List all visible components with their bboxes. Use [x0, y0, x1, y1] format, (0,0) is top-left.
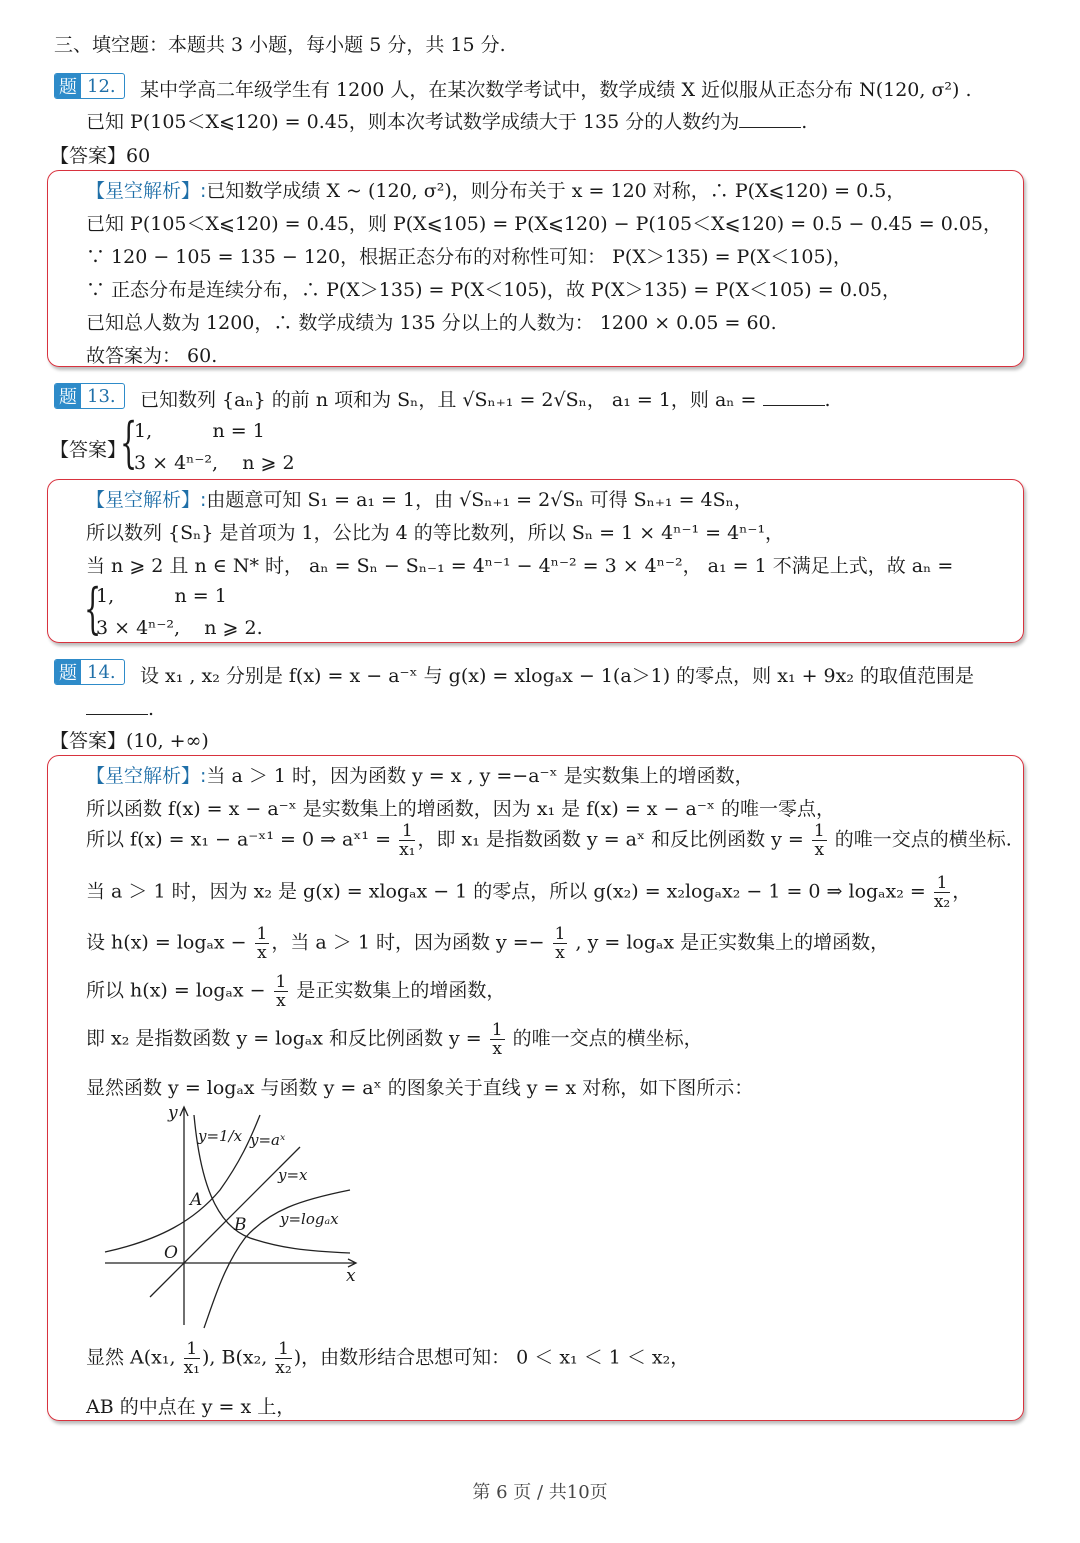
point-a-label: A: [190, 1190, 203, 1210]
q12-sol-line: 已知总人数为 1200，∴ 数学成绩为 135 分以上的人数为： 1200 × 0.05 = 60.: [86, 312, 777, 334]
frac-num: 1: [554, 924, 566, 944]
frac-num: 1: [275, 972, 287, 992]
question-tag-13: [54, 383, 125, 409]
tag-prefix: 题: [55, 660, 81, 684]
answer-value: 60: [126, 145, 151, 167]
fraction: [553, 925, 568, 962]
x-axis-label: x: [346, 1266, 356, 1286]
sol-text: 显然 A(x₁,: [86, 1346, 176, 1369]
frac-den: x: [276, 991, 286, 1011]
answer-blank: [739, 109, 801, 128]
sol-text: ，: [952, 880, 972, 903]
brace: {: [120, 411, 138, 474]
tag-prefix: 题: [55, 74, 81, 98]
fraction: [490, 1021, 505, 1058]
answer-blank: [763, 387, 825, 406]
frac-den: x₂: [933, 892, 951, 912]
question-number: 14.: [87, 661, 116, 683]
fraction: [275, 1340, 291, 1377]
q14-sol-line: [86, 822, 1012, 859]
frac-num: 1: [184, 1340, 200, 1359]
answer-label: 【答案】: [50, 145, 127, 167]
sol-text: 所以 f(x) = x₁ − a⁻ˣ¹ = 0 ⇒ aˣ¹ =: [86, 828, 392, 851]
q13-sol-line: 当 n ⩾ 2 且 n ∈ N* 时， aₙ = Sₙ − Sₙ₋₁ = 4ⁿ⁻¹ − 4ⁿ⁻² = 3 × 4ⁿ⁻²， a₁ = 1 不满足上式，故 aₙ =: [86, 555, 954, 577]
q12-line1: 某中学高二年级学生有 1200 人，在某次数学考试中，数学成绩 X 近似服从正态分布 N(120, σ²) .: [140, 79, 972, 101]
q14-sol-line: [86, 1021, 703, 1058]
sol-text: 即 x₂ 是指数函数 y = logₐx 和反比例函数 y =: [86, 1027, 482, 1050]
q14-sol-line: [86, 925, 889, 962]
sol-text: ), B(x₂,: [202, 1346, 268, 1369]
sol-text: 所以 h(x) = logₐx −: [86, 979, 266, 1002]
q12-line2: 已知 P(105＜X⩽120) = 0.45，则本次考试数学成绩大于 135 分的人数约为 .: [86, 111, 808, 133]
q13-sol-line: [86, 485, 753, 512]
q12-sol-line: [86, 176, 905, 203]
answer-label: 【答案】: [50, 439, 127, 461]
q13-line1-text: 已知数列 {aₙ} 的前 n 项和为 Sₙ，且 √Sₙ₊₁ = 2√Sₙ， a₁ = 1，则 aₙ =: [140, 389, 757, 411]
q14-sol-line: [86, 973, 505, 1010]
sol-text: ，即 x₁ 是指数函数 y = aˣ 和反比例函数 y =: [417, 828, 804, 851]
q12-sol-line: 故答案为： 60.: [86, 345, 218, 367]
page-footer: 第 6 页 / 共10页: [472, 1482, 608, 1503]
q14-sol-line: AB 的中点在 y = x 上，: [86, 1396, 296, 1418]
answer-label: 【答案】: [50, 730, 127, 752]
sol-text: 设 h(x) = logₐx −: [86, 931, 247, 954]
sol-text: ，当 a ＞ 1 时，因为函数 y =−: [271, 931, 545, 954]
q13-answer-case1: 1, n = 1: [134, 420, 265, 442]
frac-num: 1: [275, 1340, 291, 1359]
q12-sol-line: 已知 P(105＜X⩽120) = 0.45，则 P(X⩽105) = P(X⩽120) − P(105＜X⩽120) = 0.5 − 0.45 = 0.05，: [86, 213, 1003, 235]
sol-text: 的唯一交点的横坐标，: [512, 1027, 703, 1050]
sol-text: )，由数形结合思想可知： 0 ＜ x₁ ＜ 1 ＜ x₂，: [293, 1346, 690, 1369]
q12-sol-line: ∵ 正态分布是连续分布，∴ P(X＞135) = P(X＜105)，故 P(X＞135) = P(X＜105) = 0.05，: [86, 279, 902, 301]
answer-blank: [86, 696, 148, 715]
q13-line1: 已知数列 {aₙ} 的前 n 项和为 Sₙ，且 √Sₙ₊₁ = 2√Sₙ， a₁ = 1，则 aₙ = .: [140, 389, 831, 411]
frac-num: 1: [491, 1020, 503, 1040]
question-tag-12: [54, 73, 125, 99]
q12-sol-line: ∵ 120 − 105 = 135 − 120，根据正态分布的对称性可知： P(X＞135) = P(X＜105)，: [86, 246, 852, 268]
brace: {: [84, 577, 102, 640]
frac-den: x₁: [183, 1358, 200, 1378]
frac-den: x: [257, 943, 267, 963]
point-b-label: B: [234, 1215, 247, 1235]
frac-den: x₂: [275, 1358, 292, 1378]
question-tag-14: [54, 659, 125, 685]
frac-den: x₁: [399, 840, 416, 860]
sol-text: 当 a ＞ 1 时，因为 x₂ 是 g(x) = xlogₐx − 1 的零点，所以 g(x₂) = x₂logₐx₂ − 1 = 0 ⇒ logₐx₂ =: [86, 880, 926, 903]
frac-num: 1: [399, 822, 415, 841]
frac-den: x: [814, 840, 825, 860]
sol-text: 由题意可知 S₁ = a₁ = 1，由 √Sₙ₊₁ = 2√Sₙ 可得 Sₙ₊₁ = 4Sₙ，: [206, 489, 753, 511]
q14-sol-line: [86, 874, 971, 911]
sol-text: 当 a ＞ 1 时，因为函数 y = x , y =−a⁻ˣ 是实数集上的增函数，: [206, 765, 754, 787]
q14-blank: .: [86, 696, 154, 720]
solution-label: 【星空解析】:: [86, 180, 207, 202]
q14-line1: 设 x₁ , x₂ 分别是 f(x) = x − a⁻ˣ 与 g(x) = xlogₐx − 1(a＞1) 的零点，则 x₁ + 9x₂ 的取值范围是: [140, 665, 975, 687]
frac-num: 1: [934, 874, 950, 893]
case-text: 3 × 4ⁿ⁻², n ⩾ 2: [96, 617, 257, 639]
answer-value: (10, +∞): [126, 730, 209, 752]
label-exponential: y=aˣ: [250, 1131, 286, 1149]
solution-label: 【星空解析】:: [86, 765, 207, 787]
sol-text: 已知数学成绩 X ~ (120, σ²)，则分布关于 x = 120 对称，∴ P(X⩽120) = 0.5，: [206, 180, 906, 202]
solution-label: 【星空解析】:: [86, 489, 207, 511]
question-number: 13.: [87, 385, 116, 407]
q14-sol-line: 显然函数 y = logₐx 与函数 y = aˣ 的图象关于直线 y = x 对称，如下图所示：: [86, 1077, 754, 1099]
function-graph: [100, 1100, 370, 1330]
label-reciprocal: y=1/x: [198, 1127, 243, 1145]
q13-sol-case1: 1, n = 1: [96, 585, 227, 607]
sol-text: , y = logₐx 是正实数集上的增函数，: [575, 931, 890, 954]
q14-sol-line: 所以函数 f(x) = x − a⁻ˣ 是实数集上的增函数，因为 x₁ 是 f(x) = x − a⁻ˣ 的唯一零点，: [86, 798, 835, 820]
q12-line2-text: 已知 P(105＜X⩽120) = 0.45，则本次考试数学成绩大于 135 分的人数约为: [86, 111, 740, 133]
fraction: [812, 822, 827, 859]
frac-num: 1: [813, 821, 825, 841]
q13-answer-case2: 3 × 4ⁿ⁻², n ⩾ 2: [134, 452, 295, 474]
fraction: [184, 1340, 200, 1377]
q13-sol-case2: 3 × 4ⁿ⁻², n ⩾ 2.: [96, 617, 263, 639]
q14-sol-line: [86, 1340, 689, 1377]
label-log: y=logₐx: [280, 1210, 339, 1228]
origin-label: O: [164, 1243, 178, 1263]
fraction: [255, 925, 270, 962]
question-number: 12.: [87, 75, 116, 97]
frac-den: x: [555, 943, 565, 963]
q14-answer: [50, 726, 209, 753]
fraction: [399, 822, 415, 859]
label-line: y=x: [278, 1166, 308, 1184]
frac-num: 1: [256, 924, 268, 944]
q13-sol-line: 所以数列 {Sₙ} 是首项为 1，公比为 4 的等比数列，所以 Sₙ = 1 × 4ⁿ⁻¹ = 4ⁿ⁻¹，: [86, 522, 785, 544]
tag-prefix: 题: [55, 384, 81, 408]
frac-den: x: [492, 1039, 502, 1059]
y-axis-label: y: [168, 1103, 178, 1123]
sol-text: 是正实数集上的增函数，: [296, 979, 506, 1002]
fraction: [934, 874, 950, 911]
q13-answer-label: [50, 435, 126, 462]
fraction: [274, 973, 289, 1010]
sol-text: 的唯一交点的横坐标.: [834, 828, 1012, 851]
q12-answer: [50, 141, 150, 168]
q14-sol-line: [86, 761, 754, 788]
section-header: 三、填空题：本题共 3 小题，每小题 5 分，共 15 分.: [54, 34, 506, 56]
